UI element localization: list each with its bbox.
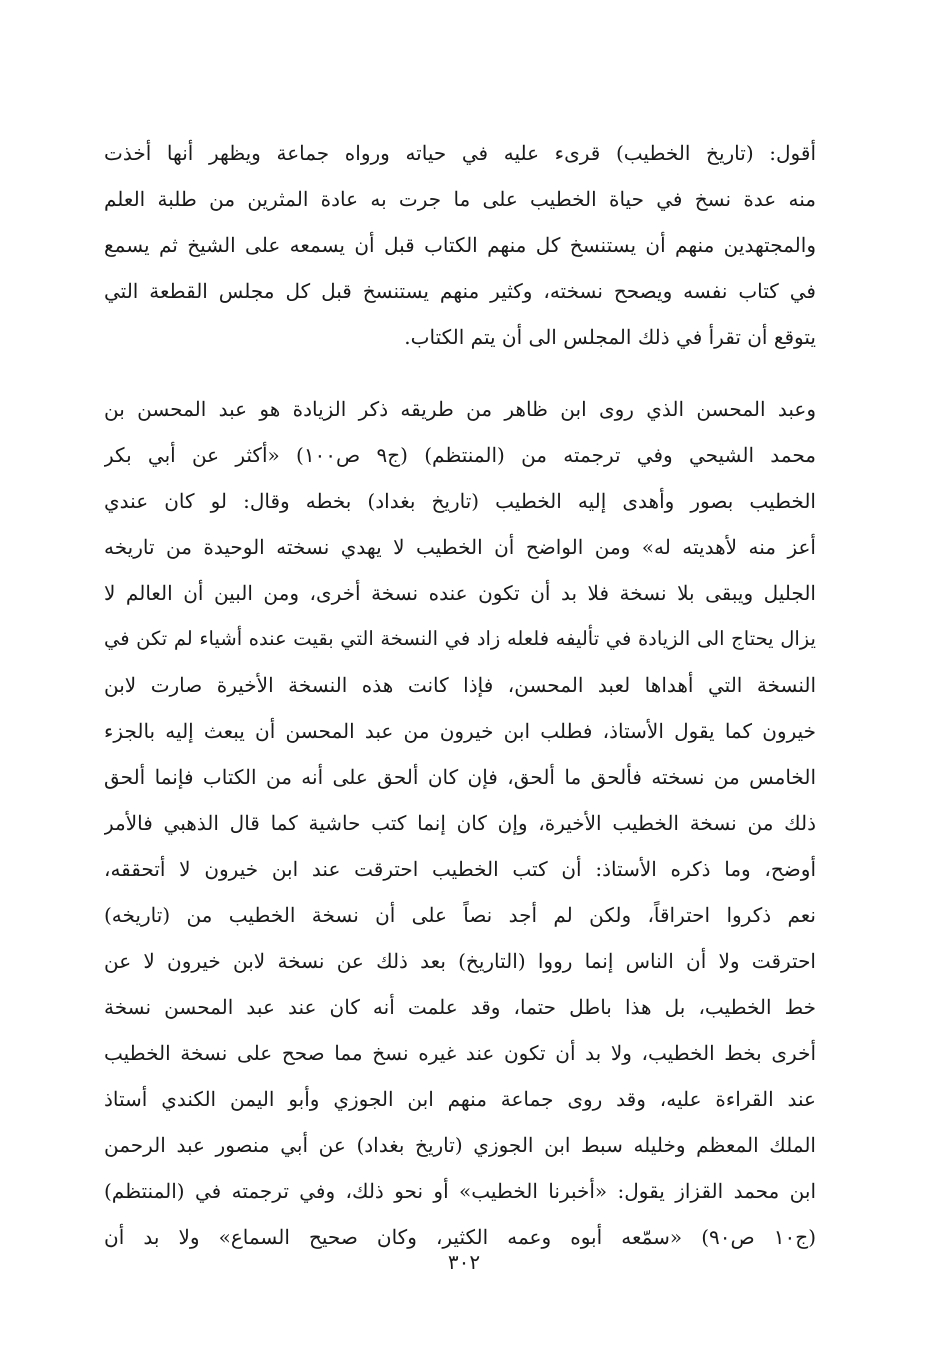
text-line: منه عدة نسخ في حياة الخطيب على ما جرت به عادة المثرين من طلبة العلم bbox=[104, 187, 816, 211]
text-line: أقول: (تاريخ الخطيب) قرىء عليه في حياته ورواه جماعة ويظهر أنها أخذت bbox=[104, 141, 816, 165]
text-line: عند القراءة عليه، وقد روى جماعة منهم ابن الجوزي وأبو اليمن الكندي أستاذ bbox=[104, 1087, 816, 1111]
text-line: ابن محمد القزاز يقول: «أخبرنا الخطيب» أو نحو ذلك، وفي ترجمته في (المنتظم) bbox=[104, 1179, 816, 1203]
paragraph-2 bbox=[104, 386, 816, 1260]
text-line: الخامس من نسخته فألحق ما ألحق، فإن كان ألحق على أنه من الكتاب فإنما ألحق bbox=[104, 765, 816, 789]
page-number: ٣٠٢ bbox=[447, 1250, 481, 1274]
text-line: الجليل ويبقى بلا نسخة فلا بد أن تكون عنده نسخة أخرى، ومن البين أن العالم لا bbox=[104, 581, 816, 605]
text-line: يتوقع أن تقرأ في ذلك المجلس الى أن يتم الكتاب. bbox=[404, 325, 816, 349]
text-line: نعم ذكروا احتراقاً، ولكن لم أجد نصاً على أن نسخة الخطيب من (تاريخه) bbox=[104, 903, 816, 927]
text-line: خيرون كما يقول الأستاذ، فطلب ابن خيرون من عبد المحسن أن يبعث إليه بالجزء bbox=[104, 719, 816, 743]
text-line: أخرى بخط الخطيب، ولا بد أن تكون عند غيره نسخ مما صحح على نسخة الخطيب bbox=[104, 1041, 816, 1065]
text-line: محمد الشيحي وفي ترجمته من (المنتظم) (ج٩ ص١٠٠) «أكثر عن أبي بكر bbox=[104, 443, 816, 467]
text-line: احترقت ولا أن الناس إنما رووا (التاريخ) بعد ذلك عن نسخة لابن خيرون لا عن bbox=[104, 949, 816, 973]
text-line: يزال يحتاج الى الزيادة في تأليفه فلعله زاد في النسخة التي بقيت عنده أشياء لم تكن في bbox=[104, 627, 816, 650]
text-line: خط الخطيب، بل هذا باطل حتما، وقد علمت أنه كان عند عبد المحسن نسخة bbox=[104, 995, 816, 1019]
text-line: الخطيب بصور وأهدى إليه الخطيب (تاريخ بغداد) بخطه وقال: لو كان عندي bbox=[104, 489, 816, 513]
text-line: وعبد المحسن الذي روى ابن ظاهر من طريقه ذكر الزيادة هو عبد المحسن بن bbox=[104, 397, 816, 421]
text-line: أوضح، وما ذكره الأستاذ: أن كتب الخطيب احترقت عند ابن خيرون لا أتحققه، bbox=[104, 857, 816, 881]
text-line: (ج١٠ ص٩٠) «سمّعه أبوه وعمه الكثير، وكان صحيح السماع» ولا بد أن bbox=[104, 1225, 816, 1249]
text-line: في كتاب نفسه ويصحح نسخته، وكثير منهم يستنسخ قبل كل مجلس القطعة التي bbox=[104, 279, 816, 303]
text-line: والمجتهدين منهم أن يستنسخ كل منهم الكتاب قبل أن يسمعه على الشيخ ثم يسمع bbox=[104, 233, 816, 257]
paragraph-1 bbox=[104, 130, 816, 360]
text-line: النسخة التي أهداها لعبد المحسن، فإذا كانت هذه النسخة الأخيرة صارت لابن bbox=[104, 673, 816, 697]
text-line: أعز منه لأهديته له» ومن الواضح أن الخطيب لا يهدي نسخته الوحيدة من تاريخه bbox=[104, 535, 816, 559]
text-line: الملك المعظم وخليله سبط ابن الجوزي (تاريخ بغداد) عن أبي منصور عبد الرحمن bbox=[104, 1133, 816, 1157]
text-line: ذلك من نسخة الخطيب الأخيرة، وإن كان إنما كتب حاشية كما قال الذهبي فالأمر bbox=[104, 811, 816, 835]
